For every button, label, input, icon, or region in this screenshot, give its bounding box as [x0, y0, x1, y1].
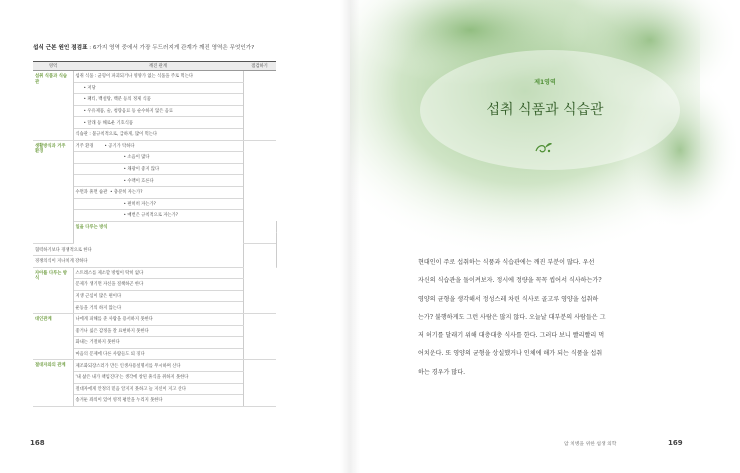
category-self: 자아를 다루는 방식: [33, 267, 73, 313]
row-text: 마음의 문제에 다른 사람들도 퇴 징다: [73, 348, 243, 360]
checklist-table: [33, 61, 276, 407]
row-text: • 소음이 많다: [73, 152, 243, 164]
category-food: 섭취 식품과 식습관: [33, 71, 73, 141]
row-text: 스트레스를 제소할 방법이 딱히 없다: [73, 267, 243, 279]
row-text: • 패티, 백설탕, 백분 등의 정제 식품: [73, 94, 243, 106]
check-cell[interactable]: [243, 267, 276, 313]
table-row: [33, 313, 276, 325]
row-text: 화내는 거절하지 못한다: [73, 337, 243, 349]
header-area: 영역: [33, 62, 73, 71]
page-number-left: 168: [30, 439, 45, 447]
row-text: 수면과 휴면 습관 • 충분히 자는가?: [73, 186, 243, 198]
row-text: 거주 환경 • 공기가 탁하다: [73, 140, 243, 152]
row-text: 제조화되장스러가 만든 인생사용설명서를 무시하며 산다: [73, 360, 243, 372]
row-text: • 편히히 자는가?: [73, 198, 243, 210]
body-line: 자신의 식습관을 돌이켜보자. 정시에 정량을 꼭꼭 씹어서 식사하는가?: [418, 277, 602, 285]
check-cell[interactable]: [243, 313, 276, 359]
body-line: 현대인이 주로 섭취하는 식품과 식습관에는 깨진 부분이 많다. 우선: [418, 259, 595, 266]
leaf-ornament-icon: [532, 137, 554, 159]
row-text: 나에게 피해를 준 사람을 용서하지 못한다: [73, 313, 243, 325]
header-relation: 깨진 관계: [73, 62, 243, 71]
row-subitem: • 공기가 탁하다: [104, 143, 135, 149]
row-text: 식습관 : 불규칙적으로, 급하게, 많이 먹는다: [73, 128, 243, 140]
category-absolute: 절대자와의 관계: [33, 360, 73, 406]
check-cell[interactable]: [243, 71, 276, 141]
page-title: 섭취 식품과 식습관: [486, 102, 604, 118]
check-cell[interactable]: [243, 360, 276, 406]
row-text: 운동을 거의 하지 않는다: [73, 302, 243, 314]
row-text: 송겨둔 좌의이 있어 영적 평안을 누리지 못한다: [73, 395, 243, 407]
category-label: 제1영역: [534, 79, 556, 86]
right-page: [350, 0, 700, 473]
row-text: 문제가 생기면 자신을 질책하곤 한다: [73, 279, 243, 291]
row-text: • 채광이 좋지 않다: [73, 163, 243, 175]
row-text: • 수맥이 흐른다: [73, 175, 243, 187]
book-gutter: [340, 0, 360, 473]
question-heading: [33, 43, 254, 51]
row-text: • 저당: [73, 82, 243, 94]
header-check: 점검하기: [243, 62, 276, 71]
question-title: 섭식 근본 원인 점검표: [33, 45, 88, 51]
category-work: 일을 다루는 방식: [73, 221, 243, 267]
table-row: [33, 267, 276, 279]
page-number-right: 169: [668, 439, 683, 447]
row-text: 절대자에게 안정의 믿음 알지지 못하고 늘 지신이 지고 산다: [73, 383, 243, 395]
left-page: [0, 0, 350, 473]
body-line: 저 허기를 달래기 위해 대충대충 식사를 한다. 그러다 보니 빨리빨리 먹: [418, 332, 605, 340]
check-cell[interactable]: [243, 140, 276, 244]
row-text: • 우유제품, 술, 청량음료 등 순수하지 않은 음료: [73, 105, 243, 117]
body-line: 하는 경우가 많다.: [418, 368, 466, 376]
question-text: : 6가지 영역 중에서 가장 두드러지게 관계가 깨진 영역은 무엇인가?: [89, 45, 255, 51]
table-row: [33, 140, 276, 152]
table-header-row: [33, 62, 276, 71]
body-line: 는가? 불행하게도 그런 사람은 많지 않다. 오늘날 대부분의 사람들은 그: [418, 313, 606, 321]
row-text: 협력하기보다 경쟁적으로 한다: [33, 244, 73, 256]
row-text: 지생 근심이 많은 편이다: [73, 290, 243, 302]
table-row: [33, 360, 276, 372]
row-text: '내 삶은 내가 책임진다'는 생각에 창된 휴식을 취하지 못한다: [73, 371, 243, 383]
row-text: 섭취 식품 : 균형이 파괴되거나 영양가 없는 식품을 주로 먹는다: [73, 71, 243, 83]
category-relationships: 대인관계: [33, 313, 73, 359]
row-text: 좋거나 싫은 감정을 잘 표현하지 못한다: [73, 325, 243, 337]
body-text: [418, 254, 646, 382]
watercolor-background: [350, 0, 700, 260]
body-line: 영양의 균형을 생각해서 정성스레 차린 식사로 골고루 영양을 섭취하: [418, 295, 599, 303]
table-row: [33, 71, 276, 83]
row-text: • 달래 등 해로운 기호식품: [73, 117, 243, 129]
row-subitem: • 충분히 자는가?: [110, 190, 143, 196]
row-text: • 매번은 규칙적으로 자는가?: [73, 210, 243, 222]
row-text: 경쟁의식이 지나치게 강하다: [33, 256, 73, 268]
body-line: 어치운다. 또 영양의 균형을 상실했거나 인체에 해가 되는 식품을 섭취: [418, 350, 603, 358]
category-lifestyle: 생활방식과 거주 환경: [33, 140, 73, 244]
running-footer: 암 치병을 위한 섭생 의학: [564, 442, 617, 447]
